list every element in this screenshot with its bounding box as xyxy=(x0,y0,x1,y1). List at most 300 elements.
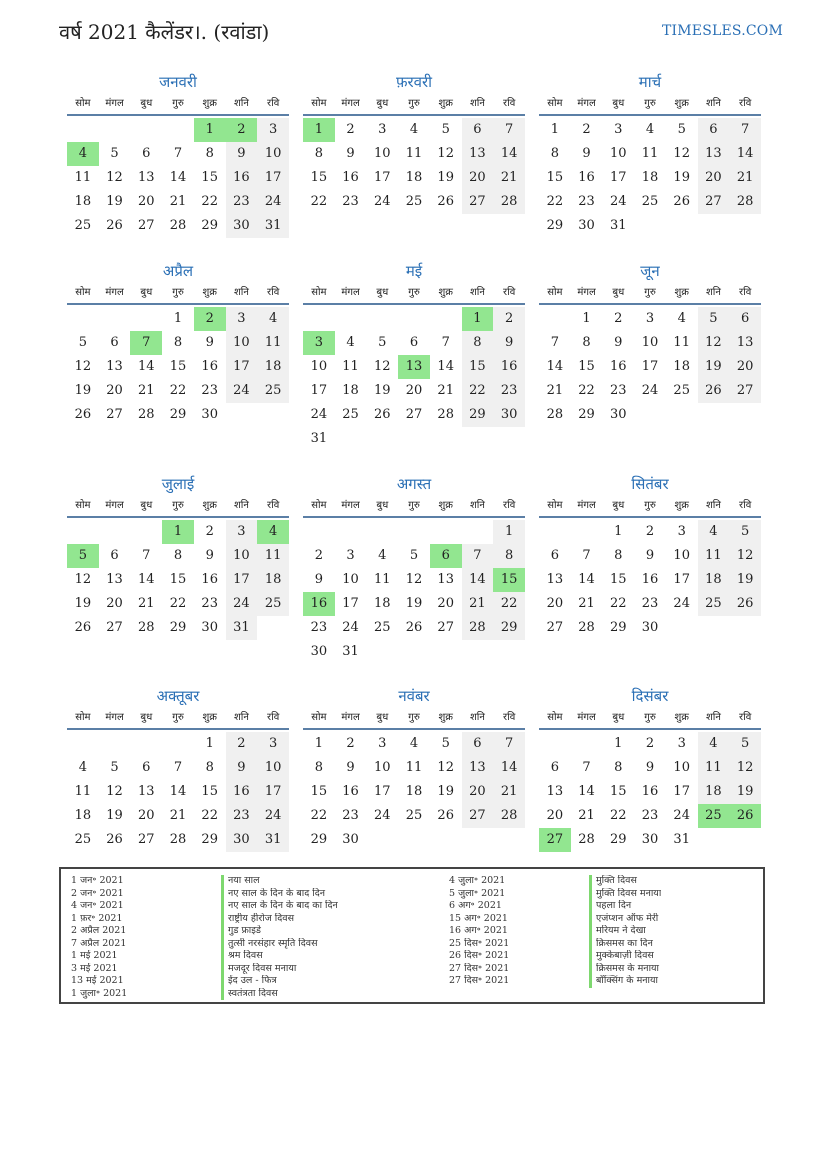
day-cell[interactable]: 3 xyxy=(226,520,258,544)
holiday-day-cell[interactable]: 1 xyxy=(303,118,335,142)
day-cell[interactable]: 20 xyxy=(546,596,564,611)
day-cell[interactable]: 5 xyxy=(441,736,450,751)
day-cell[interactable]: 3 xyxy=(346,548,355,563)
day-cell[interactable]: 12 xyxy=(106,170,123,185)
day-cell[interactable]: 11 xyxy=(405,146,423,161)
day-cell[interactable]: 12 xyxy=(74,572,92,587)
day-cell[interactable]: 31 xyxy=(673,832,690,847)
day-cell[interactable]: 3 xyxy=(677,736,686,751)
day-cell[interactable]: 24 xyxy=(673,808,690,823)
day-cell[interactable]: 9 xyxy=(582,146,591,161)
day-cell[interactable]: 27 xyxy=(462,190,494,214)
day-cell[interactable]: 15 xyxy=(169,572,187,587)
day-cell[interactable]: 24 xyxy=(641,383,659,398)
day-cell[interactable]: 20 xyxy=(437,596,454,611)
day-cell[interactable]: 29 xyxy=(546,218,564,233)
day-cell[interactable]: 17 xyxy=(226,568,258,592)
day-cell[interactable]: 25 xyxy=(673,383,690,398)
day-cell[interactable]: 19 xyxy=(106,808,123,823)
day-cell[interactable]: 3 xyxy=(614,122,623,137)
day-cell[interactable]: 5 xyxy=(110,146,119,161)
day-cell[interactable]: 30 xyxy=(578,218,595,233)
day-cell[interactable]: 21 xyxy=(546,383,564,398)
day-cell[interactable]: 10 xyxy=(310,359,328,374)
holiday-day-cell[interactable]: 5 xyxy=(67,544,99,568)
day-cell[interactable]: 24 xyxy=(226,592,258,616)
day-cell[interactable]: 30 xyxy=(641,832,659,847)
day-cell[interactable]: 31 xyxy=(257,828,289,852)
day-cell[interactable]: 29 xyxy=(610,832,627,847)
day-cell[interactable]: 31 xyxy=(610,218,627,233)
day-cell[interactable]: 1 xyxy=(173,311,183,326)
holiday-day-cell[interactable]: 26 xyxy=(729,804,761,828)
day-cell[interactable]: 21 xyxy=(138,596,155,611)
day-cell[interactable]: 14 xyxy=(138,572,155,587)
day-cell[interactable]: 20 xyxy=(138,808,155,823)
day-cell[interactable]: 13 xyxy=(437,572,454,587)
day-cell[interactable]: 19 xyxy=(729,780,761,804)
day-cell[interactable]: 1 xyxy=(582,311,591,326)
day-cell[interactable]: 12 xyxy=(74,359,92,374)
day-cell[interactable]: 2 xyxy=(314,548,323,563)
day-cell[interactable]: 7 xyxy=(582,548,591,563)
day-cell[interactable]: 18 xyxy=(698,780,730,804)
day-cell[interactable]: 22 xyxy=(610,808,627,823)
day-cell[interactable]: 1 xyxy=(550,122,559,137)
day-cell[interactable]: 19 xyxy=(74,383,92,398)
day-cell[interactable]: 4 xyxy=(78,760,87,775)
day-cell[interactable]: 8 xyxy=(550,146,559,161)
day-cell[interactable]: 19 xyxy=(729,568,761,592)
day-cell[interactable]: 10 xyxy=(342,572,359,587)
day-cell[interactable]: 14 xyxy=(437,359,454,374)
day-cell[interactable]: 5 xyxy=(729,520,761,544)
day-cell[interactable]: 13 xyxy=(106,572,123,587)
day-cell[interactable]: 8 xyxy=(314,146,323,161)
day-cell[interactable]: 24 xyxy=(226,379,258,403)
day-cell[interactable]: 2 xyxy=(645,736,655,751)
day-cell[interactable]: 15 xyxy=(201,784,218,799)
day-cell[interactable]: 12 xyxy=(106,784,123,799)
day-cell[interactable]: 18 xyxy=(257,355,289,379)
day-cell[interactable]: 17 xyxy=(226,355,258,379)
day-cell[interactable]: 15 xyxy=(610,572,627,587)
day-cell[interactable]: 24 xyxy=(257,804,289,828)
day-cell[interactable]: 16 xyxy=(226,166,258,190)
day-cell[interactable]: 1 xyxy=(614,736,623,751)
day-cell[interactable]: 17 xyxy=(310,383,328,398)
day-cell[interactable]: 23 xyxy=(493,379,525,403)
day-cell[interactable]: 22 xyxy=(493,592,525,616)
day-cell[interactable]: 25 xyxy=(257,592,289,616)
day-cell[interactable]: 30 xyxy=(641,620,659,635)
day-cell[interactable]: 8 xyxy=(205,760,214,775)
day-cell[interactable]: 28 xyxy=(546,407,564,422)
day-cell[interactable]: 8 xyxy=(173,335,183,350)
day-cell[interactable]: 11 xyxy=(374,572,391,587)
day-cell[interactable]: 16 xyxy=(226,780,258,804)
day-cell[interactable]: 17 xyxy=(257,166,289,190)
day-cell[interactable]: 12 xyxy=(729,544,761,568)
day-cell[interactable]: 3 xyxy=(378,122,387,137)
day-cell[interactable]: 26 xyxy=(106,832,123,847)
day-cell[interactable]: 28 xyxy=(169,832,187,847)
day-cell[interactable]: 21 xyxy=(138,383,155,398)
day-cell[interactable]: 21 xyxy=(437,383,454,398)
day-cell[interactable]: 7 xyxy=(582,760,591,775)
day-cell[interactable]: 23 xyxy=(226,190,258,214)
day-cell[interactable]: 6 xyxy=(142,146,151,161)
day-cell[interactable]: 26 xyxy=(729,592,761,616)
day-cell[interactable]: 16 xyxy=(578,170,595,185)
day-cell[interactable]: 15 xyxy=(610,784,627,799)
day-cell[interactable]: 18 xyxy=(405,784,423,799)
day-cell[interactable]: 20 xyxy=(698,166,730,190)
day-cell[interactable]: 16 xyxy=(493,355,525,379)
day-cell[interactable]: 13 xyxy=(546,784,564,799)
day-cell[interactable]: 21 xyxy=(578,596,595,611)
day-cell[interactable]: 16 xyxy=(201,572,218,587)
day-cell[interactable]: 16 xyxy=(610,359,627,374)
holiday-day-cell[interactable]: 6 xyxy=(430,544,462,568)
day-cell[interactable]: 5 xyxy=(409,548,419,563)
day-cell[interactable]: 2 xyxy=(493,307,525,331)
day-cell[interactable]: 29 xyxy=(169,407,187,422)
day-cell[interactable]: 29 xyxy=(493,616,525,640)
day-cell[interactable]: 3 xyxy=(677,524,686,539)
day-cell[interactable]: 16 xyxy=(641,572,659,587)
day-cell[interactable]: 20 xyxy=(462,780,494,804)
holiday-day-cell[interactable]: 13 xyxy=(398,355,430,379)
day-cell[interactable]: 6 xyxy=(142,760,151,775)
day-cell[interactable]: 6 xyxy=(698,118,730,142)
day-cell[interactable]: 6 xyxy=(409,335,419,350)
day-cell[interactable]: 22 xyxy=(310,194,328,209)
day-cell[interactable]: 12 xyxy=(729,756,761,780)
day-cell[interactable]: 18 xyxy=(74,194,92,209)
day-cell[interactable]: 25 xyxy=(342,407,359,422)
day-cell[interactable]: 10 xyxy=(374,146,391,161)
day-cell[interactable]: 28 xyxy=(138,407,155,422)
day-cell[interactable]: 3 xyxy=(645,311,655,326)
day-cell[interactable]: 14 xyxy=(729,142,761,166)
day-cell[interactable]: 5 xyxy=(677,122,686,137)
day-cell[interactable]: 9 xyxy=(645,548,655,563)
site-link[interactable]: TIMESLES.COM xyxy=(662,23,783,39)
day-cell[interactable]: 31 xyxy=(342,644,359,659)
day-cell[interactable]: 30 xyxy=(226,214,258,238)
day-cell[interactable]: 29 xyxy=(610,620,627,635)
day-cell[interactable]: 29 xyxy=(578,407,595,422)
day-cell[interactable]: 12 xyxy=(437,146,454,161)
day-cell[interactable]: 12 xyxy=(374,359,391,374)
day-cell[interactable]: 15 xyxy=(169,359,187,374)
day-cell[interactable]: 17 xyxy=(610,170,627,185)
day-cell[interactable]: 6 xyxy=(729,307,761,331)
holiday-day-cell[interactable]: 3 xyxy=(303,331,335,355)
day-cell[interactable]: 26 xyxy=(74,407,92,422)
day-cell[interactable]: 29 xyxy=(201,832,218,847)
day-cell[interactable]: 31 xyxy=(310,431,328,446)
day-cell[interactable]: 2 xyxy=(614,311,623,326)
day-cell[interactable]: 9 xyxy=(205,548,214,563)
day-cell[interactable]: 5 xyxy=(110,760,119,775)
day-cell[interactable]: 22 xyxy=(610,596,627,611)
day-cell[interactable]: 9 xyxy=(226,756,258,780)
day-cell[interactable]: 21 xyxy=(462,592,494,616)
day-cell[interactable]: 16 xyxy=(342,170,359,185)
day-cell[interactable]: 26 xyxy=(106,218,123,233)
day-cell[interactable]: 5 xyxy=(729,732,761,756)
day-cell[interactable]: 13 xyxy=(462,756,494,780)
day-cell[interactable]: 4 xyxy=(698,732,730,756)
day-cell[interactable]: 28 xyxy=(493,190,525,214)
day-cell[interactable]: 27 xyxy=(437,620,454,635)
day-cell[interactable]: 22 xyxy=(310,808,328,823)
day-cell[interactable]: 15 xyxy=(310,170,328,185)
day-cell[interactable]: 10 xyxy=(374,760,391,775)
day-cell[interactable]: 2 xyxy=(205,524,214,539)
day-cell[interactable]: 30 xyxy=(201,407,218,422)
day-cell[interactable]: 14 xyxy=(493,142,525,166)
day-cell[interactable]: 9 xyxy=(314,572,323,587)
holiday-day-cell[interactable]: 27 xyxy=(539,828,571,852)
day-cell[interactable]: 28 xyxy=(437,407,454,422)
day-cell[interactable]: 10 xyxy=(673,760,690,775)
day-cell[interactable]: 8 xyxy=(493,544,525,568)
day-cell[interactable]: 22 xyxy=(201,194,218,209)
day-cell[interactable]: 27 xyxy=(138,218,155,233)
day-cell[interactable]: 10 xyxy=(610,146,627,161)
day-cell[interactable]: 3 xyxy=(378,736,387,751)
day-cell[interactable]: 11 xyxy=(74,784,92,799)
day-cell[interactable]: 27 xyxy=(546,620,564,635)
day-cell[interactable]: 11 xyxy=(257,331,289,355)
day-cell[interactable]: 7 xyxy=(173,760,183,775)
day-cell[interactable]: 6 xyxy=(462,118,494,142)
day-cell[interactable]: 13 xyxy=(729,331,761,355)
day-cell[interactable]: 23 xyxy=(201,383,218,398)
day-cell[interactable]: 18 xyxy=(405,170,423,185)
day-cell[interactable]: 22 xyxy=(169,596,187,611)
day-cell[interactable]: 25 xyxy=(641,194,659,209)
holiday-day-cell[interactable]: 2 xyxy=(226,118,258,142)
day-cell[interactable]: 11 xyxy=(673,335,690,350)
day-cell[interactable]: 11 xyxy=(405,760,423,775)
day-cell[interactable]: 8 xyxy=(173,548,183,563)
day-cell[interactable]: 20 xyxy=(405,383,423,398)
day-cell[interactable]: 1 xyxy=(314,736,323,751)
day-cell[interactable]: 6 xyxy=(462,732,494,756)
day-cell[interactable]: 14 xyxy=(169,170,187,185)
day-cell[interactable]: 6 xyxy=(110,335,119,350)
day-cell[interactable]: 24 xyxy=(673,596,690,611)
holiday-day-cell[interactable]: 1 xyxy=(462,307,494,331)
day-cell[interactable]: 21 xyxy=(578,808,595,823)
day-cell[interactable]: 9 xyxy=(645,760,655,775)
day-cell[interactable]: 1 xyxy=(614,524,623,539)
day-cell[interactable]: 17 xyxy=(342,596,359,611)
day-cell[interactable]: 24 xyxy=(374,808,391,823)
holiday-day-cell[interactable]: 2 xyxy=(194,307,226,331)
day-cell[interactable]: 24 xyxy=(374,194,391,209)
day-cell[interactable]: 18 xyxy=(641,170,659,185)
day-cell[interactable]: 11 xyxy=(698,756,730,780)
day-cell[interactable]: 11 xyxy=(342,359,359,374)
day-cell[interactable]: 3 xyxy=(257,118,289,142)
day-cell[interactable]: 19 xyxy=(698,355,730,379)
day-cell[interactable]: 26 xyxy=(374,407,391,422)
day-cell[interactable]: 5 xyxy=(378,335,387,350)
day-cell[interactable]: 21 xyxy=(169,194,187,209)
day-cell[interactable]: 20 xyxy=(729,355,761,379)
day-cell[interactable]: 25 xyxy=(74,218,92,233)
day-cell[interactable]: 26 xyxy=(673,194,690,209)
day-cell[interactable]: 30 xyxy=(310,644,328,659)
day-cell[interactable]: 27 xyxy=(106,620,123,635)
day-cell[interactable]: 18 xyxy=(673,359,690,374)
day-cell[interactable]: 2 xyxy=(346,736,355,751)
day-cell[interactable]: 29 xyxy=(310,832,328,847)
day-cell[interactable]: 17 xyxy=(374,170,391,185)
day-cell[interactable]: 7 xyxy=(729,118,761,142)
day-cell[interactable]: 22 xyxy=(462,379,494,403)
day-cell[interactable]: 27 xyxy=(698,190,730,214)
day-cell[interactable]: 4 xyxy=(698,520,730,544)
day-cell[interactable]: 7 xyxy=(493,732,525,756)
day-cell[interactable]: 28 xyxy=(578,620,595,635)
day-cell[interactable]: 15 xyxy=(310,784,328,799)
day-cell[interactable]: 9 xyxy=(205,335,214,350)
day-cell[interactable]: 17 xyxy=(673,784,690,799)
day-cell[interactable]: 3 xyxy=(226,307,258,331)
day-cell[interactable]: 25 xyxy=(405,194,423,209)
day-cell[interactable]: 23 xyxy=(610,383,627,398)
day-cell[interactable]: 31 xyxy=(226,616,258,640)
day-cell[interactable]: 7 xyxy=(441,335,450,350)
day-cell[interactable]: 20 xyxy=(546,808,564,823)
day-cell[interactable]: 20 xyxy=(138,194,155,209)
day-cell[interactable]: 19 xyxy=(437,784,454,799)
day-cell[interactable]: 11 xyxy=(641,146,659,161)
day-cell[interactable]: 27 xyxy=(138,832,155,847)
day-cell[interactable]: 8 xyxy=(582,335,591,350)
day-cell[interactable]: 21 xyxy=(493,780,525,804)
day-cell[interactable]: 13 xyxy=(138,784,155,799)
day-cell[interactable]: 26 xyxy=(437,808,454,823)
day-cell[interactable]: 25 xyxy=(74,832,92,847)
day-cell[interactable]: 15 xyxy=(462,355,494,379)
day-cell[interactable]: 12 xyxy=(698,331,730,355)
day-cell[interactable]: 23 xyxy=(641,596,659,611)
day-cell[interactable]: 19 xyxy=(673,170,690,185)
day-cell[interactable]: 11 xyxy=(698,544,730,568)
day-cell[interactable]: 24 xyxy=(257,190,289,214)
day-cell[interactable]: 30 xyxy=(226,828,258,852)
day-cell[interactable]: 18 xyxy=(698,568,730,592)
day-cell[interactable]: 14 xyxy=(546,359,564,374)
day-cell[interactable]: 19 xyxy=(74,596,92,611)
day-cell[interactable]: 30 xyxy=(201,620,218,635)
day-cell[interactable]: 15 xyxy=(201,170,218,185)
day-cell[interactable]: 27 xyxy=(462,804,494,828)
day-cell[interactable]: 13 xyxy=(138,170,155,185)
day-cell[interactable]: 20 xyxy=(462,166,494,190)
day-cell[interactable]: 18 xyxy=(374,596,391,611)
day-cell[interactable]: 5 xyxy=(78,335,87,350)
day-cell[interactable]: 26 xyxy=(74,620,92,635)
day-cell[interactable]: 15 xyxy=(578,359,595,374)
day-cell[interactable]: 17 xyxy=(374,784,391,799)
day-cell[interactable]: 4 xyxy=(409,122,419,137)
day-cell[interactable]: 7 xyxy=(142,548,151,563)
day-cell[interactable]: 30 xyxy=(610,407,627,422)
day-cell[interactable]: 16 xyxy=(201,359,218,374)
day-cell[interactable]: 7 xyxy=(173,146,183,161)
day-cell[interactable]: 4 xyxy=(645,122,655,137)
day-cell[interactable]: 18 xyxy=(342,383,359,398)
day-cell[interactable]: 25 xyxy=(405,808,423,823)
day-cell[interactable]: 16 xyxy=(641,784,659,799)
day-cell[interactable]: 15 xyxy=(546,170,564,185)
day-cell[interactable]: 9 xyxy=(346,146,355,161)
holiday-day-cell[interactable]: 15 xyxy=(493,568,525,592)
day-cell[interactable]: 23 xyxy=(226,804,258,828)
holiday-day-cell[interactable]: 1 xyxy=(162,520,194,544)
day-cell[interactable]: 22 xyxy=(578,383,595,398)
day-cell[interactable]: 23 xyxy=(310,620,328,635)
day-cell[interactable]: 7 xyxy=(493,118,525,142)
day-cell[interactable]: 13 xyxy=(106,359,123,374)
day-cell[interactable]: 19 xyxy=(405,596,423,611)
day-cell[interactable]: 21 xyxy=(493,166,525,190)
day-cell[interactable]: 28 xyxy=(138,620,155,635)
day-cell[interactable]: 18 xyxy=(257,568,289,592)
day-cell[interactable]: 17 xyxy=(673,572,690,587)
holiday-day-cell[interactable]: 7 xyxy=(130,331,162,355)
day-cell[interactable]: 8 xyxy=(314,760,323,775)
day-cell[interactable]: 23 xyxy=(201,596,218,611)
day-cell[interactable]: 7 xyxy=(550,335,559,350)
day-cell[interactable]: 8 xyxy=(462,331,494,355)
day-cell[interactable]: 14 xyxy=(578,572,595,587)
day-cell[interactable]: 5 xyxy=(441,122,450,137)
day-cell[interactable]: 28 xyxy=(729,190,761,214)
day-cell[interactable]: 23 xyxy=(342,194,359,209)
day-cell[interactable]: 2 xyxy=(645,524,655,539)
day-cell[interactable]: 10 xyxy=(257,142,289,166)
day-cell[interactable]: 9 xyxy=(226,142,258,166)
day-cell[interactable]: 23 xyxy=(641,808,659,823)
day-cell[interactable]: 1 xyxy=(205,736,214,751)
day-cell[interactable]: 28 xyxy=(462,616,494,640)
day-cell[interactable]: 14 xyxy=(169,784,187,799)
day-cell[interactable]: 29 xyxy=(169,620,187,635)
day-cell[interactable]: 6 xyxy=(550,760,559,775)
day-cell[interactable]: 19 xyxy=(106,194,123,209)
day-cell[interactable]: 31 xyxy=(257,214,289,238)
day-cell[interactable]: 19 xyxy=(437,170,454,185)
day-cell[interactable]: 14 xyxy=(462,568,494,592)
day-cell[interactable]: 10 xyxy=(641,335,659,350)
day-cell[interactable]: 13 xyxy=(546,572,564,587)
day-cell[interactable]: 9 xyxy=(614,335,623,350)
day-cell[interactable]: 26 xyxy=(405,620,423,635)
day-cell[interactable]: 8 xyxy=(614,548,623,563)
day-cell[interactable]: 26 xyxy=(698,379,730,403)
day-cell[interactable]: 22 xyxy=(546,194,564,209)
day-cell[interactable]: 28 xyxy=(493,804,525,828)
